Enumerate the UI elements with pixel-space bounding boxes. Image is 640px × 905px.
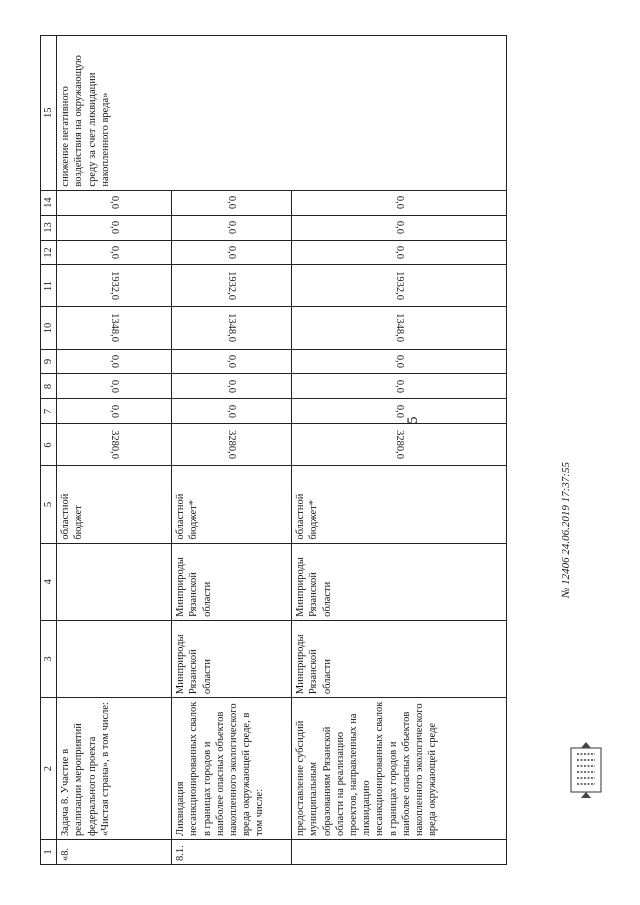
amount-value: 0,0 [108,245,120,260]
amount-value: 3280,0 [226,430,238,460]
amount-value: 1348,0 [393,313,405,343]
row-number: 8.1. [172,840,292,865]
column-header: 3 [41,620,57,697]
task-name: предоставление субсидий муниципальным образованиям Рязанской области на реализацию проектов, направленных на ликвидацию несанкционированных свалок в границах городов и наиболее опасных объектов накопленного экологического вреда окружающей среде [292,698,507,840]
amount-value: 0,0 [108,354,120,369]
funding-source: областной бюджет [57,466,172,543]
amount-cell [57,240,172,265]
amount-cell [57,215,172,240]
amount-cell [172,265,292,307]
amount-cell [57,307,172,349]
column-header: 8 [41,374,57,399]
column-header: 13 [41,215,57,240]
column-header: 1 [41,840,57,865]
amount-value: 0,0 [393,404,405,418]
amount-total [292,424,507,466]
amount-cell [172,307,292,349]
amount-value: 3280,0 [393,430,405,460]
amount-cell [172,190,292,215]
task-name: Задача 8. Участие в реализации мероприятий федерального проекта «Чистая страна», в том числе: [57,698,172,840]
amount-cell [292,190,507,215]
row-number [292,840,507,865]
column-header: 4 [41,543,57,620]
amount-cell [57,374,172,399]
co-executor [57,543,172,620]
amount-value: 0,0 [226,245,238,260]
amount-cell [57,399,172,424]
page-number: 5 [405,416,421,424]
amount-cell [292,399,507,424]
emblem-logo-icon [567,740,605,800]
amount-cell [292,265,507,307]
document-sheet [40,35,605,865]
amount-value: 0,0 [226,354,238,369]
column-header: 14 [41,190,57,215]
amount-cell [57,265,172,307]
amount-total [172,424,292,466]
amount-value: 0,0 [108,196,120,210]
amount-value: 0,0 [393,245,405,260]
amount-value: 1932,0 [108,271,120,301]
amount-value: 0,0 [108,220,120,235]
amount-value: 1932,0 [226,271,238,301]
amount-cell [292,349,507,374]
amount-cell [292,240,507,265]
amount-cell [57,190,172,215]
amount-value: 1348,0 [108,313,120,343]
amount-cell [172,240,292,265]
amount-value: 0,0 [226,404,238,418]
column-header: 15 [41,36,57,191]
amount-cell [292,215,507,240]
funding-table [40,35,507,865]
amount-value: 0,0 [226,379,238,394]
funding-source: областной бюджет* [172,466,292,543]
amount-value: 1932,0 [393,271,405,301]
amount-cell [172,374,292,399]
column-header: 7 [41,399,57,424]
executor: Минприроды Рязанской области [292,620,507,697]
funding-source: областной бюджет* [292,466,507,543]
amount-cell [292,307,507,349]
amount-cell [172,215,292,240]
amount-cell [172,349,292,374]
column-header: 10 [41,307,57,349]
executor: Минприроды Рязанской области [172,620,292,697]
amount-value: 0,0 [393,196,405,210]
amount-value: 1348,0 [226,313,238,343]
amount-cell [57,349,172,374]
rotated-table-wrapper [40,35,605,865]
column-header: 5 [41,466,57,543]
executor [57,620,172,697]
amount-value: 0,0 [226,220,238,235]
amount-value: 0,0 [108,404,120,418]
table-header-row [41,36,57,865]
table-row [57,36,172,865]
registration-stamp: № 12406 24.06.2019 17:37:55 [560,462,572,598]
amount-value: 0,0 [226,196,238,210]
column-header: 12 [41,240,57,265]
column-header: 9 [41,349,57,374]
amount-cell [172,399,292,424]
co-executor: Минприроды Рязанской области [292,543,507,620]
amount-cell [292,374,507,399]
column-header: 2 [41,698,57,840]
column-header: 6 [41,424,57,466]
amount-value: 0,0 [108,379,120,394]
amount-total [57,424,172,466]
amount-value: 0,0 [393,220,405,235]
amount-value: 3280,0 [108,430,120,460]
task-name: Ликвидация несанкционированных свалок в границах городов и наиболее опасных объектов накопленного экологического вреда окружающей среде, в том числе: [172,698,292,840]
co-executor: Минприроды Рязанской области [172,543,292,620]
row-number: «8. [57,840,172,865]
amount-value: 0,0 [393,379,405,394]
expected-result: снижение негативного воздействия на окружающую среду за счет ликвидации накопленного вреда» [57,36,507,191]
amount-value: 0,0 [393,354,405,369]
column-header: 11 [41,265,57,307]
